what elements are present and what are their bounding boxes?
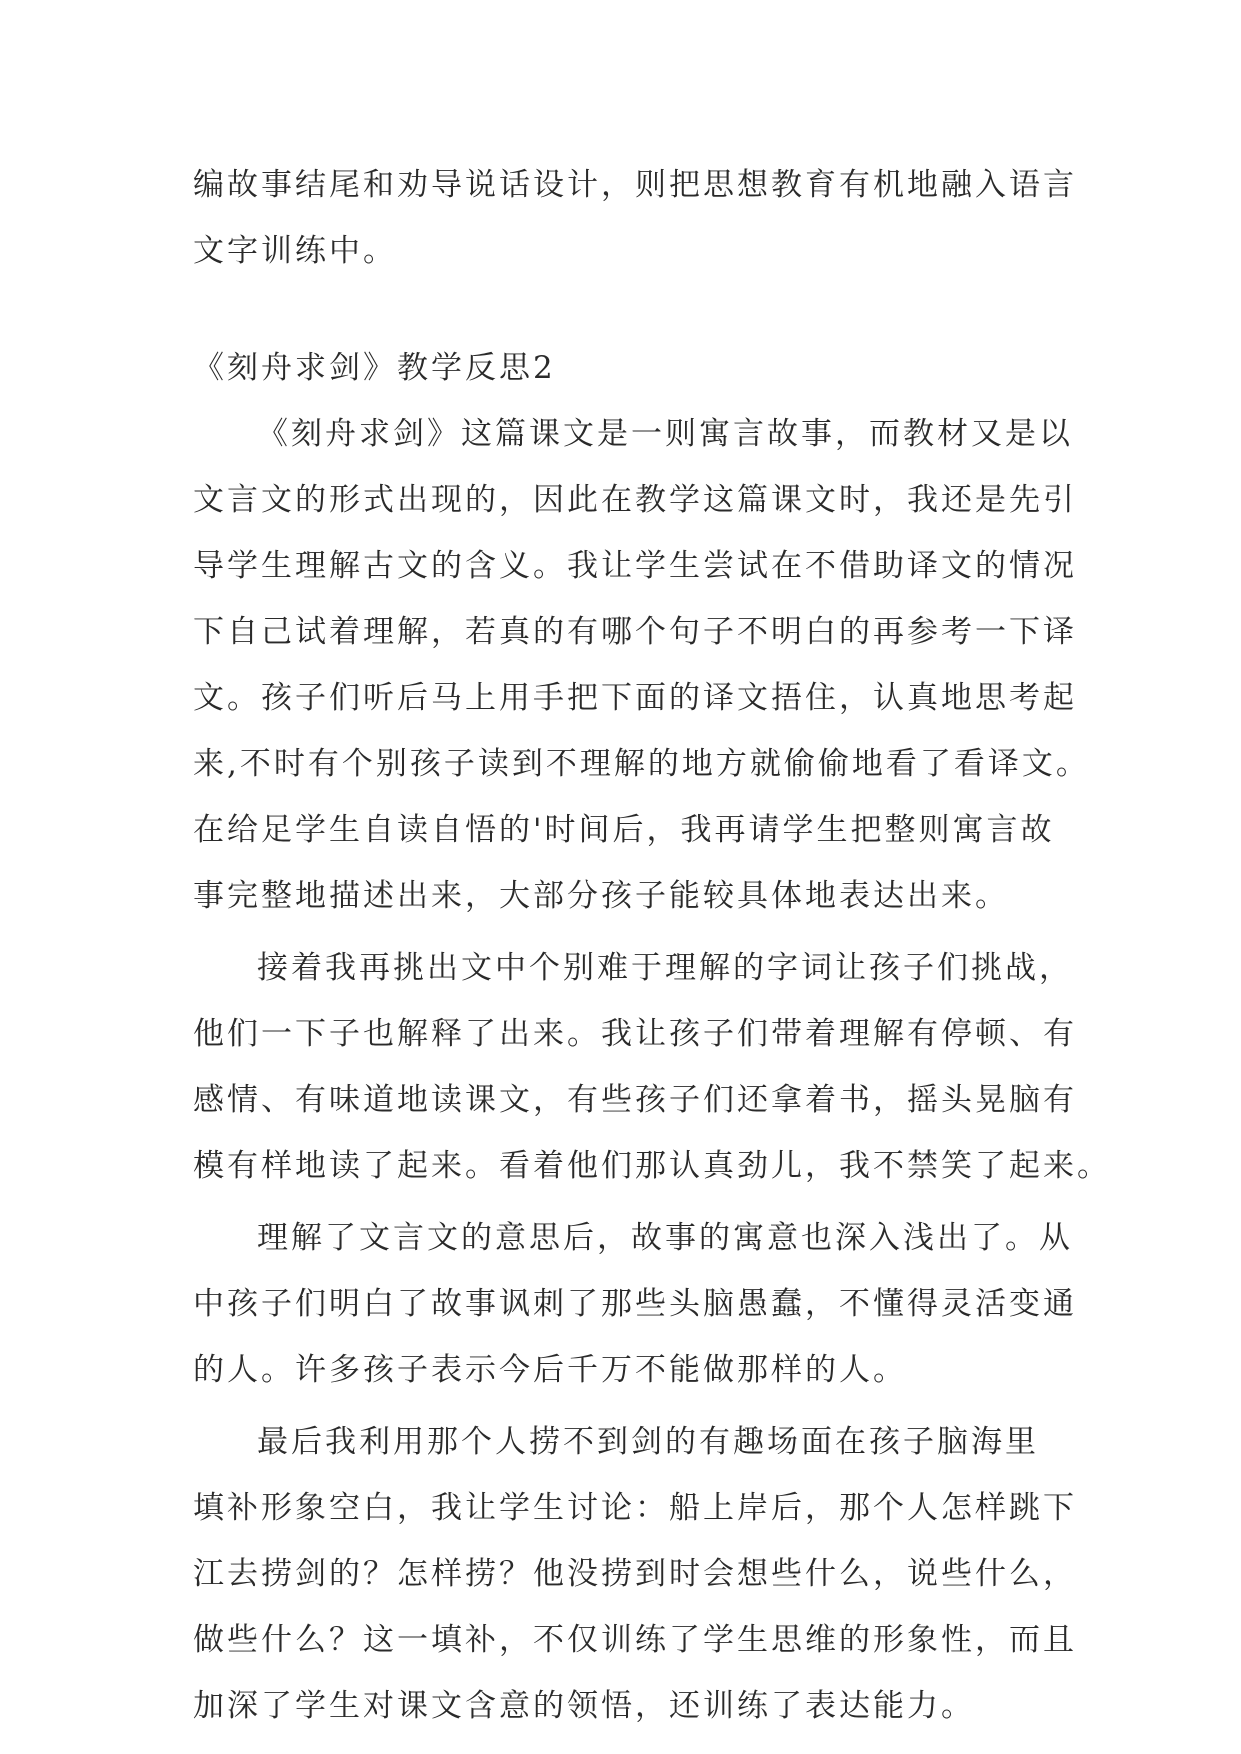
paragraph-2-line-2: 他们一下子也解释了出来。我让孩子们带着理解有停顿、有	[193, 1016, 1077, 1052]
paragraph-2-line-4: 模有样地读了起来。看着他们那认真劲儿，我不禁笑了起来。	[193, 1148, 1111, 1184]
paragraph-1-line-2: 文言文的形式出现的，因此在教学这篇课文时，我还是先引	[193, 482, 1077, 518]
paragraph-4-line-3: 江去捞剑的？怎样捞？他没捞到时会想些什么，说些什么，	[193, 1556, 1077, 1592]
paragraph-2-line-1: 接着我再挑出文中个别难于理解的字词让孩子们挑战，	[257, 950, 1073, 986]
paragraph-4-line-1: 最后我利用那个人捞不到剑的有趣场面在孩子脑海里	[257, 1424, 1039, 1460]
paragraph-4-line-5: 加深了学生对课文含意的领悟，还训练了表达能力。	[193, 1688, 975, 1724]
paragraph-1-line-6: 来,不时有个别孩子读到不理解的地方就偷偷地看了看译文。	[193, 746, 1090, 782]
paragraph-3-line-2: 中孩子们明白了故事讽刺了那些头脑愚蠢，不懂得灵活变通	[193, 1286, 1077, 1322]
paragraph-1-line-7: 在给足学生自读自悟的'时间后，我再请学生把整则寓言故	[193, 812, 1055, 848]
paragraph-3-line-3: 的人。许多孩子表示今后千万不能做那样的人。	[193, 1352, 907, 1388]
paragraph-2-line-3: 感情、有味道地读课文，有些孩子们还拿着书，摇头晃脑有	[193, 1082, 1077, 1118]
section-title: 《刻舟求剑》教学反思2	[193, 350, 556, 386]
paragraph-4-line-2: 填补形象空白，我让学生讨论：船上岸后，那个人怎样跳下	[193, 1490, 1077, 1526]
text-line: 编故事结尾和劝导说话设计，则把思想教育有机地融入语言	[193, 167, 1077, 203]
paragraph-1-line-1: 《刻舟求剑》这篇课文是一则寓言故事，而教材又是以	[257, 416, 1073, 452]
text-line: 文字训练中。	[193, 233, 397, 269]
paragraph-1-line-3: 导学生理解古文的含义。我让学生尝试在不借助译文的情况	[193, 548, 1077, 584]
paragraph-1-line-4: 下自己试着理解，若真的有哪个句子不明白的再参考一下译	[193, 614, 1077, 650]
paragraph-3-line-1: 理解了文言文的意思后，故事的寓意也深入浅出了。从	[257, 1220, 1073, 1256]
paragraph-1-line-5: 文。孩子们听后马上用手把下面的译文捂住，认真地思考起	[193, 680, 1077, 716]
paragraph-4-line-4: 做些什么？这一填补，不仅训练了学生思维的形象性，而且	[193, 1622, 1077, 1658]
paragraph-1-line-8: 事完整地描述出来，大部分孩子能较具体地表达出来。	[193, 878, 1009, 914]
